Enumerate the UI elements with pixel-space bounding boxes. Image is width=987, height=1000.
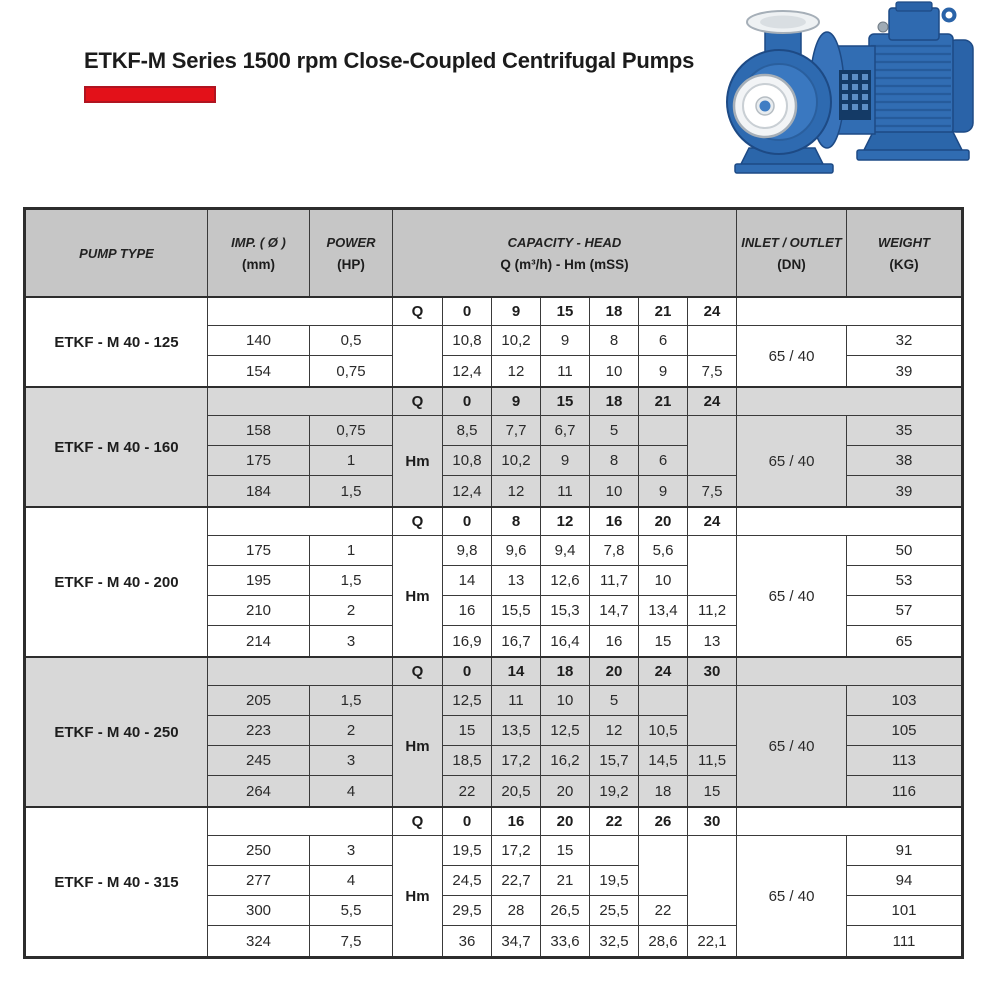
head-value-cell: 16,7 — [492, 626, 541, 656]
head-value-cell: 21 — [541, 866, 590, 896]
header-label: INLET / OUTLET — [741, 234, 842, 250]
head-value-cell: 22,7 — [492, 866, 541, 896]
q-value-cell: 15 — [541, 298, 590, 326]
impeller-cell: 210 — [208, 596, 310, 626]
head-value-cell: 7,8 — [590, 536, 639, 566]
title-underline-bar — [84, 86, 216, 103]
q-value-cell: 30 — [688, 658, 737, 686]
q-value-cell: 22 — [590, 808, 639, 836]
q-row-spacer-left — [208, 388, 393, 416]
head-value-cell: 19,5 — [590, 866, 639, 896]
power-cell: 2 — [310, 596, 393, 626]
head-value-cell — [688, 716, 737, 746]
head-value-cell: 12,5 — [443, 686, 492, 716]
weight-cell: 39 — [895, 362, 913, 380]
head-value-cell: 8,5 — [443, 416, 492, 446]
head-value-cell: 10 — [590, 356, 639, 386]
weight-cell: 35 — [847, 416, 961, 446]
head-value-cell: 9,6 — [492, 536, 541, 566]
power-cell: 7,5 — [310, 926, 393, 956]
power-cell: 2 — [310, 716, 393, 746]
weight-cell: 53 — [847, 566, 961, 596]
head-value-cell: 10,8 — [443, 326, 492, 356]
terminal-box-lid — [896, 2, 932, 11]
hm-label-cell: Hm — [393, 686, 443, 806]
head-value-cell — [590, 836, 639, 866]
head-value-cell: 10 — [541, 686, 590, 716]
header-label: PUMP TYPE — [79, 245, 154, 261]
impeller-cell: 175 — [208, 446, 310, 476]
impeller-cell: 195 — [208, 566, 310, 596]
head-value-cell: 17,2 — [492, 746, 541, 776]
inlet-outlet-cell: 65 / 40 — [737, 686, 847, 806]
head-value-cell: 14,5 — [639, 746, 688, 776]
weight-cell: 113 — [847, 746, 961, 776]
q-value-cell: 24 — [639, 658, 688, 686]
q-label-cell: Q — [393, 298, 443, 326]
pump-type-cell: ETKF - M 40 - 125 — [26, 298, 208, 386]
q-row-spacer-right — [737, 298, 961, 326]
head-value-cell — [688, 866, 737, 896]
head-value-cell: 16,2 — [541, 746, 590, 776]
head-value-cell: 34,7 — [492, 926, 541, 956]
motor-foot — [863, 132, 963, 152]
head-value-cell: 16 — [443, 596, 492, 626]
head-value-cell: 11,7 — [590, 566, 639, 596]
power-cell: 1 — [310, 536, 393, 566]
pump-group — [26, 808, 961, 956]
head-value-cell: 7,5 — [688, 476, 737, 506]
power-cell: 3 — [310, 626, 393, 656]
head-value-cell: 6,7 — [541, 416, 590, 446]
head-value-cell: 6 — [639, 446, 688, 476]
head-value-cell: 15,3 — [541, 596, 590, 626]
terminal-box — [889, 8, 939, 40]
col-header-capacity-head — [393, 210, 737, 296]
head-value-cell — [688, 896, 737, 926]
weight-cell: 57 — [847, 596, 961, 626]
hm-label-cell: Hm — [393, 836, 443, 956]
pump-type-cell: ETKF - M 40 - 315 — [26, 808, 208, 956]
head-value-cell — [639, 416, 688, 446]
q-value-cell: 18 — [590, 298, 639, 326]
head-value-cell — [688, 836, 737, 866]
hm-label-cell: Hm — [393, 536, 443, 656]
head-value-cell: 9 — [541, 326, 590, 356]
q-row-spacer-right — [737, 388, 961, 416]
col-header-pump-type — [26, 210, 208, 296]
head-value-cell: 12,6 — [541, 566, 590, 596]
head-value-cell: 11 — [541, 356, 590, 386]
head-value-cell: 10,2 — [492, 446, 541, 476]
head-value-cell — [639, 866, 688, 896]
head-value-cell — [639, 686, 688, 716]
head-value-cell: 7,7 — [492, 416, 541, 446]
weight-cell: 111 — [892, 932, 916, 950]
head-value-cell: 10,8 — [443, 446, 492, 476]
inlet-outlet-cell: 65 / 40 — [737, 536, 847, 656]
inlet-outlet-cell: 65 / 40 — [737, 326, 847, 386]
col-header-impeller — [208, 210, 310, 296]
impeller-cell: 154 — [208, 356, 310, 386]
head-value-cell: 10 — [639, 566, 688, 596]
weight-cell: 38 — [847, 446, 961, 476]
head-value-cell: 11,2 — [688, 596, 737, 626]
impeller-cell: 300 — [208, 896, 310, 926]
weight-cell: 91 — [847, 836, 961, 866]
head-value-cell: 12 — [492, 356, 541, 386]
head-value-cell: 22 — [639, 896, 688, 926]
power-cell: 3 — [310, 836, 393, 866]
head-value-cell: 32,5 — [590, 926, 639, 956]
impeller-cell: 264 — [208, 776, 310, 806]
q-row-spacer-left — [208, 808, 393, 836]
head-value-cell: 18 — [639, 776, 688, 806]
head-value-cell: 16 — [590, 626, 639, 656]
header-unit: (HP) — [337, 256, 365, 272]
head-value-cell: 8 — [590, 446, 639, 476]
pump-group — [26, 298, 961, 388]
head-value-cell: 18,5 — [443, 746, 492, 776]
header-label: CAPACITY - HEAD — [507, 234, 622, 250]
weight-cell: 32 — [847, 326, 961, 356]
power-cell: 1,5 — [310, 566, 393, 596]
head-value-cell: 8 — [590, 326, 639, 356]
q-value-cell: 16 — [590, 508, 639, 536]
power-cell: 1 — [310, 446, 393, 476]
q-value-cell: 24 — [688, 388, 737, 416]
pump-group — [26, 388, 961, 508]
pump-group — [26, 658, 961, 808]
head-value-cell: 15 — [443, 716, 492, 746]
head-value-cell: 9,4 — [541, 536, 590, 566]
q-row-spacer-left — [208, 508, 393, 536]
q-value-cell: 18 — [590, 388, 639, 416]
q-value-cell: 16 — [492, 808, 541, 836]
head-value-cell: 12 — [492, 476, 541, 506]
impeller-cell: 324 — [208, 926, 310, 956]
head-value-cell: 13,5 — [492, 716, 541, 746]
q-value-cell: 21 — [639, 298, 688, 326]
head-value-cell: 15 — [639, 626, 688, 656]
head-value-cell: 13,4 — [639, 596, 688, 626]
power-cell: 4 — [310, 866, 393, 896]
header-label: WEIGHT — [878, 234, 930, 250]
q-value-cell: 0 — [443, 508, 492, 536]
q-row-spacer-right — [737, 508, 961, 536]
discharge-flange-inner — [760, 16, 806, 29]
header-unit: Q (m³/h) - Hm (mSS) — [500, 256, 629, 272]
head-value-cell — [688, 686, 737, 716]
q-value-cell: 12 — [541, 508, 590, 536]
weight-cell: 65 — [895, 632, 913, 650]
col-header-inlet-outlet — [737, 210, 847, 296]
header-label: POWER — [326, 234, 376, 250]
q-label-cell: Q — [393, 658, 443, 686]
centrifugal-pump-image — [723, 0, 985, 176]
inlet-outlet-cell: 65 / 40 — [737, 416, 847, 506]
pump-foot-pad — [735, 164, 833, 173]
head-value-cell: 28 — [492, 896, 541, 926]
power-cell: 1,5 — [310, 476, 393, 506]
q-value-cell: 15 — [541, 388, 590, 416]
head-value-cell: 12,5 — [541, 716, 590, 746]
head-value-cell: 36 — [443, 926, 492, 956]
head-value-cell: 17,2 — [492, 836, 541, 866]
power-cell: 1,5 — [310, 686, 393, 716]
head-value-cell: 7,5 — [688, 356, 737, 386]
motor-foot-pad — [857, 150, 969, 160]
head-value-cell — [688, 416, 737, 446]
head-value-cell: 11 — [492, 686, 541, 716]
head-value-cell: 26,5 — [541, 896, 590, 926]
q-value-cell: 0 — [443, 658, 492, 686]
q-label-cell: Q — [393, 388, 443, 416]
weight-cell: 103 — [847, 686, 961, 716]
head-value-cell — [688, 326, 737, 356]
head-value-cell: 20,5 — [492, 776, 541, 806]
head-value-cell: 14 — [443, 566, 492, 596]
q-value-cell: 24 — [688, 298, 737, 326]
q-value-cell: 9 — [492, 298, 541, 326]
cable-gland — [878, 22, 888, 32]
head-value-cell — [688, 566, 737, 596]
power-cell: 4 — [310, 776, 393, 806]
q-value-cell: 21 — [639, 388, 688, 416]
head-value-cell: 16,4 — [541, 626, 590, 656]
table-header-row — [26, 210, 961, 298]
inlet-outlet-cell: 65 / 40 — [737, 836, 847, 956]
weight-cell: 50 — [847, 536, 961, 566]
head-value-cell: 15,5 — [492, 596, 541, 626]
head-value-cell: 19,5 — [443, 836, 492, 866]
head-value-cell: 11 — [541, 476, 590, 506]
pump-type-cell: ETKF - M 40 - 160 — [26, 388, 208, 506]
q-value-cell: 8 — [492, 508, 541, 536]
lifting-eye-bolt — [944, 10, 955, 21]
head-value-cell: 5 — [590, 416, 639, 446]
impeller-cell: 214 — [208, 626, 310, 656]
hm-label-cell: Hm — [393, 416, 443, 506]
brand-emblem — [760, 101, 771, 112]
weight-cell: 105 — [847, 716, 961, 746]
weight-cell: 116 — [892, 782, 916, 800]
head-value-cell: 5 — [590, 686, 639, 716]
q-value-cell: 0 — [443, 298, 492, 326]
impeller-cell: 175 — [208, 536, 310, 566]
impeller-cell: 158 — [208, 416, 310, 446]
q-value-cell: 20 — [639, 508, 688, 536]
head-value-cell — [639, 836, 688, 866]
head-value-cell: 15 — [688, 776, 737, 806]
head-value-cell: 9 — [639, 476, 688, 506]
impeller-cell: 245 — [208, 746, 310, 776]
head-value-cell: 25,5 — [590, 896, 639, 926]
head-value-cell: 29,5 — [443, 896, 492, 926]
head-value-cell: 12,4 — [443, 476, 492, 506]
head-value-cell: 13 — [688, 626, 737, 656]
head-value-cell — [688, 536, 737, 566]
header-unit: (mm) — [242, 256, 275, 272]
q-value-cell: 20 — [590, 658, 639, 686]
q-value-cell: 20 — [541, 808, 590, 836]
weight-cell: 94 — [847, 866, 961, 896]
header-label: IMP. ( Ø ) — [231, 234, 286, 250]
head-value-cell: 22,1 — [688, 926, 737, 956]
q-value-cell: 0 — [443, 388, 492, 416]
header-unit: (KG) — [889, 256, 919, 272]
power-cell: 5,5 — [310, 896, 393, 926]
power-cell: 0,75 — [310, 416, 393, 446]
impeller-cell: 205 — [208, 686, 310, 716]
head-value-cell: 20 — [541, 776, 590, 806]
q-label-cell: Q — [393, 808, 443, 836]
impeller-cell: 250 — [208, 836, 310, 866]
head-value-cell: 22 — [443, 776, 492, 806]
power-cell: 3 — [310, 746, 393, 776]
head-value-cell: 10 — [590, 476, 639, 506]
head-value-cell: 6 — [639, 326, 688, 356]
head-value-cell: 19,2 — [590, 776, 639, 806]
head-value-cell: 12 — [590, 716, 639, 746]
pump-type-cell: ETKF - M 40 - 200 — [26, 508, 208, 656]
head-value-cell: 5,6 — [639, 536, 688, 566]
col-header-weight — [847, 210, 961, 296]
head-value-cell: 9 — [541, 446, 590, 476]
power-cell: 0,5 — [310, 326, 393, 356]
head-value-cell: 16,9 — [443, 626, 492, 656]
pump-type-cell: ETKF - M 40 - 250 — [26, 658, 208, 806]
head-value-cell: 10,2 — [492, 326, 541, 356]
header-unit: (DN) — [777, 256, 806, 272]
q-row-spacer-right — [737, 658, 961, 686]
power-cell: 0,75 — [310, 356, 393, 386]
q-value-cell: 26 — [639, 808, 688, 836]
hm-label-cell — [393, 326, 443, 386]
head-value-cell: 33,6 — [541, 926, 590, 956]
spec-table — [23, 207, 964, 959]
q-value-cell: 9 — [492, 388, 541, 416]
impeller-cell: 140 — [208, 326, 310, 356]
head-value-cell: 12,4 — [443, 356, 492, 386]
q-value-cell: 0 — [443, 808, 492, 836]
head-value-cell: 9,8 — [443, 536, 492, 566]
head-value-cell: 15,7 — [590, 746, 639, 776]
q-value-cell: 24 — [688, 508, 737, 536]
head-value-cell: 15 — [541, 836, 590, 866]
pump-group — [26, 508, 961, 658]
head-value-cell: 9 — [639, 356, 688, 386]
impeller-cell: 223 — [208, 716, 310, 746]
q-row-spacer-left — [208, 658, 393, 686]
head-value-cell: 28,6 — [639, 926, 688, 956]
q-value-cell: 30 — [688, 808, 737, 836]
head-value-cell: 24,5 — [443, 866, 492, 896]
col-header-power — [310, 210, 393, 296]
weight-cell: 39 — [895, 482, 913, 500]
head-value-cell: 10,5 — [639, 716, 688, 746]
q-row-spacer-right — [737, 808, 961, 836]
head-value-cell: 13 — [492, 566, 541, 596]
q-value-cell: 14 — [492, 658, 541, 686]
head-value-cell: 11,5 — [688, 746, 737, 776]
head-value-cell — [688, 446, 737, 476]
weight-cell: 101 — [847, 896, 961, 926]
q-row-spacer-left — [208, 298, 393, 326]
impeller-cell: 184 — [208, 476, 310, 506]
page-title: ETKF-M Series 1500 rpm Close-Coupled Centrifugal Pumps — [84, 48, 695, 73]
impeller-cell: 277 — [208, 866, 310, 896]
head-value-cell: 14,7 — [590, 596, 639, 626]
q-label-cell: Q — [393, 508, 443, 536]
q-value-cell: 18 — [541, 658, 590, 686]
